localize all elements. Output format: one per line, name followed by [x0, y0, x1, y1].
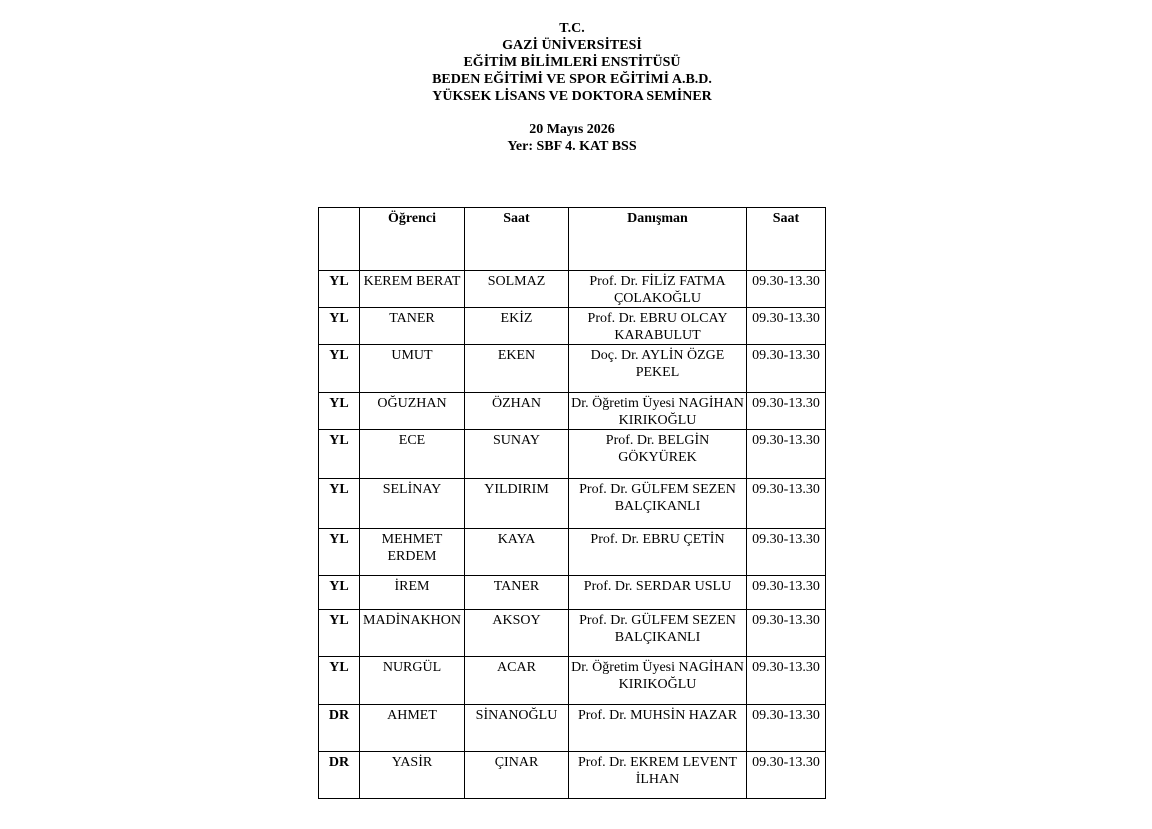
- row-advisor: Prof. Dr. GÜLFEM SEZEN BALÇIKANLI: [569, 610, 747, 657]
- row-advisor: Prof. Dr. SERDAR USLU: [569, 576, 747, 610]
- row-time: 09.30-13.30: [747, 752, 826, 799]
- row-advisor: Prof. Dr. EBRU OLCAY KARABULUT: [569, 308, 747, 345]
- header-university: GAZİ ÜNİVERSİTESİ: [502, 38, 642, 53]
- row-time: 09.30-13.30: [747, 657, 826, 705]
- row-level: YL: [319, 271, 360, 308]
- row-time: 09.30-13.30: [747, 479, 826, 529]
- table-row: [319, 705, 826, 752]
- header-institute: EĞİTİM BİLİMLERİ ENSTİTÜSÜ: [463, 55, 681, 70]
- row-student-name: İREM: [360, 576, 465, 610]
- row-advisor: Prof. Dr. EBRU ÇETİN: [569, 529, 747, 576]
- row-level: YL: [319, 345, 360, 393]
- header-student: Öğrenci: [360, 208, 465, 271]
- row-time: 09.30-13.30: [747, 610, 826, 657]
- row-student-surname: YILDIRIM: [465, 479, 569, 529]
- header-date: 20 Mayıs 2026: [529, 122, 615, 137]
- row-advisor: Doç. Dr. AYLİN ÖZGE PEKEL: [569, 345, 747, 393]
- table-row: [319, 576, 826, 610]
- row-student-name: SELİNAY: [360, 479, 465, 529]
- table-row: [319, 479, 826, 529]
- row-student-surname: TANER: [465, 576, 569, 610]
- row-student-surname: EKİZ: [465, 308, 569, 345]
- row-advisor: Dr. Öğretim Üyesi NAGİHAN KIRIKOĞLU: [569, 657, 747, 705]
- row-level: YL: [319, 308, 360, 345]
- header-level: [319, 208, 360, 271]
- table-row: [319, 430, 826, 479]
- row-time: 09.30-13.30: [747, 345, 826, 393]
- header-gap: [0, 105, 1144, 121]
- row-level: DR: [319, 705, 360, 752]
- row-advisor: Dr. Öğretim Üyesi NAGİHAN KIRIKOĞLU: [569, 393, 747, 430]
- table-row: [319, 529, 826, 576]
- row-student-surname: SUNAY: [465, 430, 569, 479]
- row-level: YL: [319, 657, 360, 705]
- header-time-1: Saat: [465, 208, 569, 271]
- header-department: BEDEN EĞİTİMİ VE SPOR EĞİTİMİ A.B.D.: [432, 72, 712, 87]
- row-level: YL: [319, 576, 360, 610]
- row-student-surname: SOLMAZ: [465, 271, 569, 308]
- row-student-name: KEREM BERAT: [360, 271, 465, 308]
- row-level: YL: [319, 529, 360, 576]
- row-student-name: MEHMET ERDEM: [360, 529, 465, 576]
- table-row: [319, 657, 826, 705]
- row-student-name: TANER: [360, 308, 465, 345]
- row-student-surname: KAYA: [465, 529, 569, 576]
- row-time: 09.30-13.30: [747, 705, 826, 752]
- row-student-name: AHMET: [360, 705, 465, 752]
- row-level: YL: [319, 393, 360, 430]
- row-time: 09.30-13.30: [747, 430, 826, 479]
- row-advisor: Prof. Dr. GÜLFEM SEZEN BALÇIKANLI: [569, 479, 747, 529]
- table-header-row: [319, 208, 826, 271]
- header-time-2: Saat: [747, 208, 826, 271]
- row-student-name: NURGÜL: [360, 657, 465, 705]
- row-level: YL: [319, 479, 360, 529]
- row-student-surname: AKSOY: [465, 610, 569, 657]
- row-student-surname: ACAR: [465, 657, 569, 705]
- header-location: Yer: SBF 4. KAT BSS: [507, 139, 637, 154]
- row-time: 09.30-13.30: [747, 308, 826, 345]
- header-country: T.C.: [559, 21, 585, 36]
- table-row: [319, 610, 826, 657]
- row-student-surname: EKEN: [465, 345, 569, 393]
- row-student-surname: ÖZHAN: [465, 393, 569, 430]
- row-level: DR: [319, 752, 360, 799]
- row-time: 09.30-13.30: [747, 529, 826, 576]
- document-header: [0, 20, 1144, 155]
- row-advisor: Prof. Dr. FİLİZ FATMA ÇOLAKOĞLU: [569, 271, 747, 308]
- row-level: YL: [319, 610, 360, 657]
- row-student-name: YASİR: [360, 752, 465, 799]
- table-row: [319, 752, 826, 799]
- table-row: [319, 308, 826, 345]
- row-student-name: OĞUZHAN: [360, 393, 465, 430]
- row-student-surname: SİNANOĞLU: [465, 705, 569, 752]
- row-student-name: UMUT: [360, 345, 465, 393]
- header-program: YÜKSEK LİSANS VE DOKTORA SEMİNER: [432, 89, 712, 104]
- row-time: 09.30-13.30: [747, 393, 826, 430]
- row-student-surname: ÇINAR: [465, 752, 569, 799]
- row-advisor: Prof. Dr. BELGİN GÖKYÜREK: [569, 430, 747, 479]
- row-time: 09.30-13.30: [747, 271, 826, 308]
- seminar-table: [318, 207, 826, 799]
- row-advisor: Prof. Dr. EKREM LEVENT İLHAN: [569, 752, 747, 799]
- row-student-name: MADİNAKHON: [360, 610, 465, 657]
- row-student-name: ECE: [360, 430, 465, 479]
- row-advisor: Prof. Dr. MUHSİN HAZAR: [569, 705, 747, 752]
- table-row: [319, 345, 826, 393]
- row-level: YL: [319, 430, 360, 479]
- header-advisor: Danışman: [569, 208, 747, 271]
- table-row: [319, 271, 826, 308]
- table-row: [319, 393, 826, 430]
- row-time: 09.30-13.30: [747, 576, 826, 610]
